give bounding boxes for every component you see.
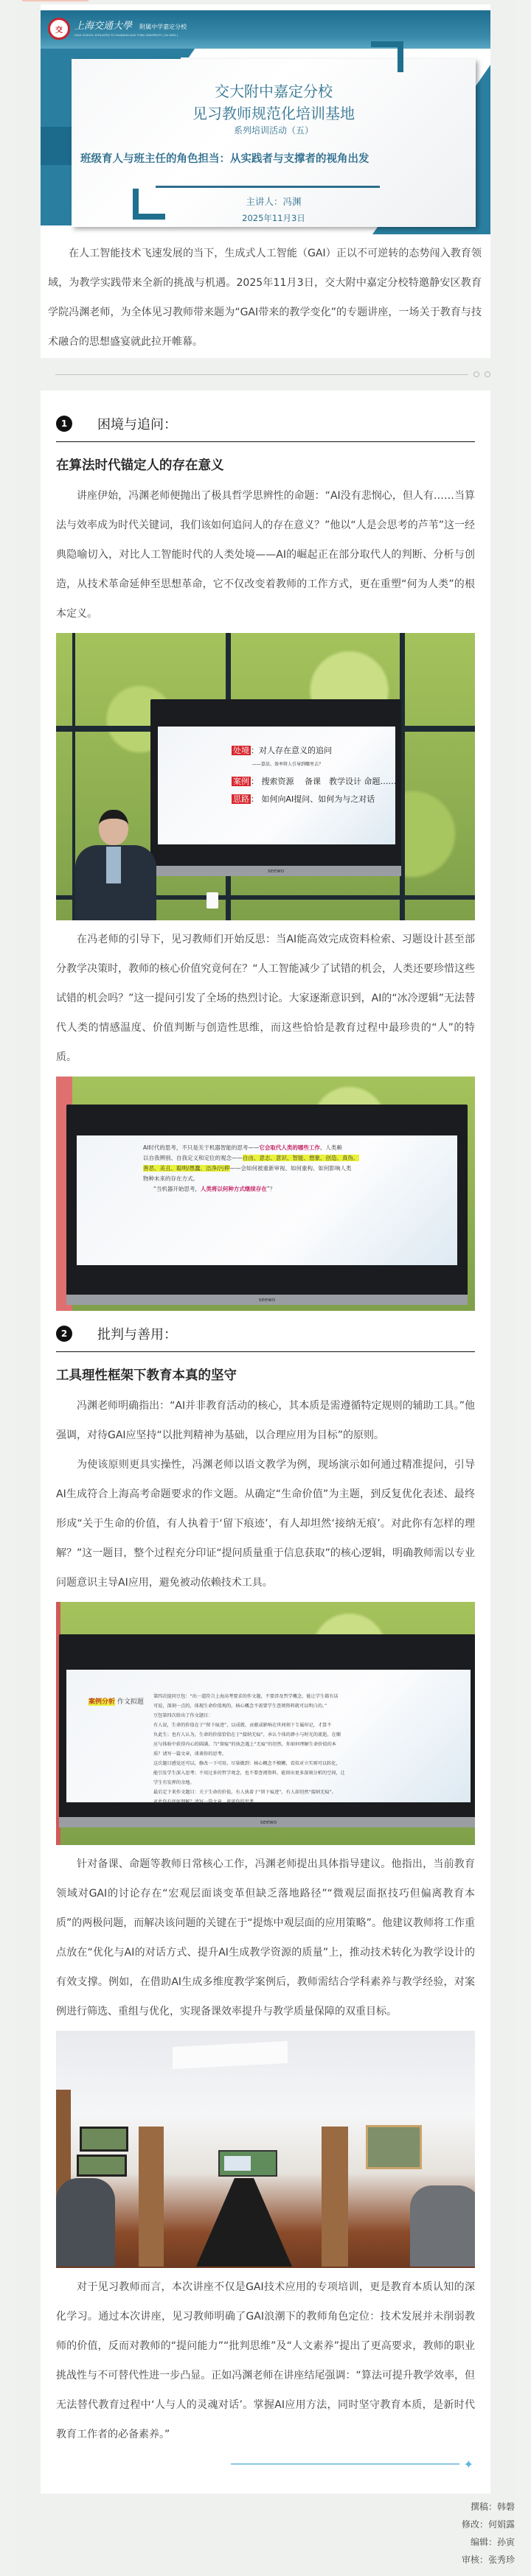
credit-writer: 撰稿：韩磐 bbox=[470, 2502, 515, 2512]
section-paragraph: 冯渊老师明确指出：“AI并非教育活动的核心，其本质是需遵循特定规则的辅助工具。”他强调，对待GAI应坚持“以批判精神为基础，以合理应用为目标”的原则。 bbox=[56, 1400, 475, 1441]
banner-title-line2: 见习教师规范化培训基地 bbox=[192, 105, 355, 122]
section-title: 批判与善用： bbox=[97, 1326, 177, 1343]
section-header bbox=[56, 405, 475, 442]
banner-date: 2025年11月3日 bbox=[242, 213, 305, 223]
school-name bbox=[74, 18, 187, 32]
meeting-room-photo bbox=[56, 2031, 475, 2268]
section-paragraph: 讲座伊始，冯渊老师便抛出了极具哲学思辨性的命题：“AI没有悲悯心，但人有……当算法与效率成为时代关键词，我们该如何追问人的存在意义？”他以“人是会思考的芦苇”这一经典隐喻切入，对比人工智能时代的人类处境——AI的崛起正在部分取代人的判断、分析与创造，从技术革命延伸至思想革命，它不仅改变着教师的工作方式，更在重塑“何为人类”的根本定义。 bbox=[56, 490, 475, 620]
section-paragraph: 对于见习教师而言，本次讲座不仅是GAI技术应用的专项培训，更是教育本质认知的深化学习。通过本次讲座，见习教师明确了GAI浪潮下的教师角色定位：技术发展并未削弱教师的价值，反而对教师的“提问能力”“批判思维”及“人文素养”提出了更高要求，教师的职业挑战性与不可替代性进一步凸显。正如冯渊老师在讲座结尾强调：“算法可提升教学效率，但无法替代教育过程中‘人与人的灵魂对话’。掌握AI应用方法，同时坚守教育本质，是新时代教育工作者的必备素养。” bbox=[56, 2281, 475, 2440]
university-logo-icon: 交 bbox=[48, 18, 70, 40]
section-number-badge: 1 bbox=[56, 416, 72, 432]
divider-dot-icon bbox=[485, 371, 490, 377]
top-accent-strip bbox=[22, 0, 88, 1]
wall-photo-frame bbox=[366, 2125, 422, 2169]
school-name-sub: 附属中学嘉定分校 bbox=[139, 24, 187, 30]
divider-dot-icon bbox=[473, 371, 479, 377]
section-number-badge: 2 bbox=[56, 1326, 72, 1342]
sparkle-star-icon: ✦ bbox=[463, 2457, 473, 2471]
banner-title-line1: 交大附中嘉定分校 bbox=[215, 83, 333, 100]
banner-series: 系列培训活动（五） bbox=[233, 125, 313, 136]
section-paragraph: 在冯老师的引导下，见习教师们开始反思：当AI能高效完成资料检索、习题设计甚至部分教学决策时，教师的核心价值究竟何在？“人工智能减少了试错的机会，人类还要珍惜这些试错的机会吗？”这一提问引发了全场的热烈讨论。大家逐渐意识到，AI的“冰冷逻辑”无法替代人类的情感温度、价值判断与创造性思维，而这些恰恰是教育过程中最珍贵的“人”的特质。 bbox=[56, 934, 475, 1063]
section-divider bbox=[55, 358, 490, 391]
tv-brand-label: seewo bbox=[59, 1817, 475, 1827]
section-subtitle: 在算法时代锚定人的存在意义 bbox=[56, 458, 224, 473]
section-header bbox=[56, 1315, 475, 1352]
banner-corner-decor bbox=[371, 41, 403, 72]
end-line bbox=[231, 2463, 459, 2465]
tv-brand-label: seewo bbox=[66, 1295, 468, 1305]
banner-speaker: 主讲人：冯渊 bbox=[246, 196, 302, 207]
speaker-figure bbox=[71, 810, 152, 920]
display-screen: 处境 ：对人存在意义的追问 ——算法、效率将人引导到哪里去？ 案例 ： 搜索资源 备课 教学设计 命题…… 思路 ： 如何向AI提问、如何为与之对话 seewo bbox=[150, 699, 401, 876]
school-name-main: 上海交通大學 bbox=[74, 21, 133, 32]
display-screen: 案例分析 作文拟题 第四次提问豆包：“出一道符合上海高考要求的作文题，不要涉及哲学概念，能让学生都有话 可说，深刻一点的，体现生命价值观的，核心概念不需要学生查阅资料就可以明白的。” 豆包第四次给出了作文题目： 有人说，生命的价值在于“留下痕迹”，以成就、贡献或影响在世间刻下专属印记，才算不 负此生；也有人认为，生命的价值恰恰在于“接纳无痕”，承认个体的渺小与时光的流逝，在顺 应与体验中获得内心的圆满。当“留痕”的执念遇上“无痕”的坦然，你如何理解生命价值的本 质？请写一篇文章，谈谈你的思考。 这次题目感觉还可以，修改一下可用。尽量做到：核心概念不模糊，看似对立实则可以转化， 能引发学生深入思考；不用过多的哲学观念，也不要查阅资料，能留出更多深刻分析的空间，让 学生有发挥的余地。 最后定下来作文题目：关于生命的价值，有人执着于“留下痕迹”，有人却坦然“接纳无痕”。 对此你有如何理解？请写一篇文章，谈谈你的思考。 seewo bbox=[59, 1634, 475, 1827]
credits bbox=[16, 2493, 515, 2572]
section-paragraph: 为使该原则更具实操性，冯渊老师以语文教学为例，现场演示如何通过精准提问，引导AI生成符合上海高考命题要求的作文题。从确定“生命价值”为主题，到反复优化表述、最终形成“关于生命的价值，有人执着于‘留下痕迹’，有人却坦然‘接纳无痕’。对此你有怎样的理解？”这一题目，整个过程充分印证“提问质量重于信息获取”的核心逻辑，明确教师需以专业问题意识主导AI应用，避免被动依赖技术工具。 bbox=[56, 1459, 475, 1589]
tv-brand-label: seewo bbox=[150, 866, 401, 876]
credit-reviewer: 审核：张秀珍 bbox=[461, 2555, 515, 2565]
banner-divider bbox=[156, 186, 380, 188]
banner-decor-slash bbox=[167, 49, 195, 57]
credit-editor: 编辑：孙寅 bbox=[470, 2537, 515, 2547]
lecture-photo-case-analysis bbox=[56, 1602, 475, 1845]
event-banner-image bbox=[41, 4, 490, 234]
section-subtitle: 工具理性框架下教育本真的坚守 bbox=[56, 1368, 237, 1383]
wall-photo-frame bbox=[80, 2127, 128, 2152]
school-name-english: HIGH SCHOOL AFFILIATED TO SHANGHAI JIAO TONG UNIVERSITY ( JIA DING ) bbox=[74, 34, 178, 37]
end-ornament bbox=[56, 2449, 475, 2479]
banner-topic: 班级育人与班主任的角色担当：从实践者与支撑者的视角出发 bbox=[80, 153, 369, 165]
section-title: 困境与追问： bbox=[97, 416, 177, 433]
lecture-photo-speaker bbox=[56, 633, 475, 920]
ceiling-light bbox=[173, 2041, 288, 2069]
article-container bbox=[16, 0, 515, 2576]
divider-line bbox=[55, 374, 468, 375]
banner-corner-decor bbox=[133, 189, 165, 220]
credit-reviser: 修改：何娟露 bbox=[461, 2519, 515, 2530]
section-paragraph: 针对备课、命题等教师日常核心工作，冯渊老师提出具体指导建议。他指出，当前教育领域对GAI的讨论存在“宏观层面谈变革但缺乏落地路径”“微观层面抠技巧但偏离教育本质”的两极问题，而解决该问题的关键在于“提炼中观层面的应用策略”。他建议教师将工作重点放在“优化与AI的对话方式、提升AI生成教学资源的质量”上，推动技术转化为教学设计的有效支撑。例如，在借助AI生成多维度教学案例后，教师需结合学科素养与教学经验，对案例进行筛选、重组与优化，实现备课效率提升与教学质量保障的双重目标。 bbox=[56, 1858, 475, 2017]
intro-paragraph: 在人工智能技术飞速发展的当下，生成式人工智能（GAI）正以不可逆转的态势闯入教育领域，为教学实践带来全新的挑战与机遇。2025年11月3日，交大附中嘉定分校特邀静安区教育学院冯渊老师，为全体见习教师带来题为“GAI带来的教学变化”的专题讲座，一场关于教育与技术融合的思想盛宴就此拉开帷幕。 bbox=[48, 248, 482, 348]
conference-table bbox=[196, 2178, 292, 2267]
intro-card bbox=[41, 234, 490, 358]
content-card bbox=[41, 391, 490, 2493]
wall-photo-frame bbox=[77, 2155, 127, 2177]
display-screen: AI时代的思考，不只是关于机器智能的思考——它会取代人类的哪些工作。人类赖 以自我辨别、自我定义和定位的观念——自由、意志、意识、智能、想象、创造、真伪、 善恶、美丑、聪明/愚蠢、洁净/污秽——会如何被重新审视、如何重构、如何影响人类 物种未来的存在方式。 “当机器开始思考，人类将以何种方式继续存在”？ seewo bbox=[66, 1105, 468, 1305]
lecture-photo-slide bbox=[56, 1077, 475, 1311]
